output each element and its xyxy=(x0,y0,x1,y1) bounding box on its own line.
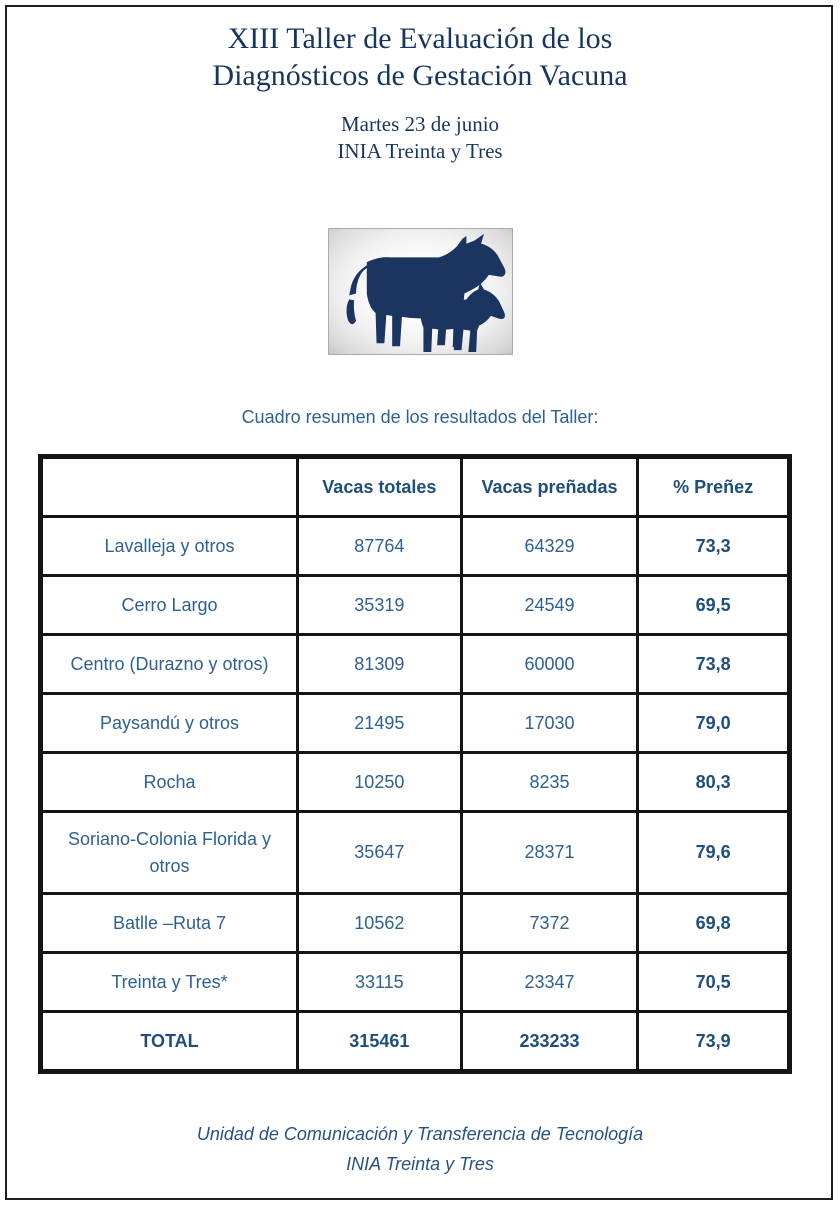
document-footer xyxy=(0,1119,840,1179)
table-row xyxy=(41,517,790,576)
region-cell: TOTAL xyxy=(41,1012,298,1072)
vacas-totales-cell: 315461 xyxy=(298,1012,462,1072)
region-cell: Treinta y Tres* xyxy=(41,953,298,1012)
total-row xyxy=(41,1012,790,1072)
prenez-cell: 73,9 xyxy=(638,1012,790,1072)
header-row xyxy=(41,457,790,517)
table-row xyxy=(41,812,790,894)
prenez-cell: 73,8 xyxy=(638,635,790,694)
column-header-prenez: % Preñez xyxy=(638,457,790,517)
region-cell: Lavalleja y otros xyxy=(41,517,298,576)
event-title xyxy=(0,20,840,94)
table-caption: Cuadro resumen de los resultados del Taller: xyxy=(241,407,599,427)
vacas-prenadas-cell: 233233 xyxy=(461,1012,638,1072)
vacas-totales-cell: 81309 xyxy=(298,635,462,694)
event-title-line2: Diagnósticos de Gestación Vacuna xyxy=(212,59,628,92)
table-row xyxy=(41,753,790,812)
region-cell: Batlle –Ruta 7 xyxy=(41,894,298,953)
vacas-totales-cell: 21495 xyxy=(298,694,462,753)
table-row xyxy=(41,953,790,1012)
vacas-prenadas-cell: 8235 xyxy=(461,753,638,812)
vacas-prenadas-cell: 28371 xyxy=(461,812,638,894)
event-location: INIA Treinta y Tres xyxy=(337,139,503,163)
prenez-cell: 69,8 xyxy=(638,894,790,953)
table-row xyxy=(41,576,790,635)
prenez-cell: 70,5 xyxy=(638,953,790,1012)
cow-calf-silhouette-image xyxy=(329,229,512,354)
vacas-totales-cell: 87764 xyxy=(298,517,462,576)
event-date: Martes 23 de junio xyxy=(340,112,500,136)
table-row xyxy=(41,635,790,694)
cow-image-frame xyxy=(328,228,513,355)
vacas-prenadas-cell: 24549 xyxy=(461,576,638,635)
vacas-totales-cell: 33115 xyxy=(298,953,462,1012)
vacas-totales-cell: 10250 xyxy=(298,753,462,812)
vacas-prenadas-cell: 64329 xyxy=(461,517,638,576)
prenez-cell: 79,6 xyxy=(638,812,790,894)
vacas-totales-cell: 35319 xyxy=(298,576,462,635)
column-header-region xyxy=(41,457,298,517)
region-cell: Paysandú y otros xyxy=(41,694,298,753)
cow-tail-tip xyxy=(346,299,356,324)
prenez-cell: 80,3 xyxy=(638,753,790,812)
vacas-prenadas-cell: 7372 xyxy=(461,894,638,953)
region-cell: Rocha xyxy=(41,753,298,812)
table-row xyxy=(41,894,790,953)
column-header-vacas-totales: Vacas totales xyxy=(298,457,462,517)
vacas-prenadas-cell: 17030 xyxy=(461,694,638,753)
results-table xyxy=(38,454,792,1074)
vacas-prenadas-cell: 60000 xyxy=(461,635,638,694)
prenez-cell: 69,5 xyxy=(638,576,790,635)
region-cell: Soriano-Colonia Florida y otros xyxy=(41,812,298,894)
region-cell: Cerro Largo xyxy=(41,576,298,635)
vacas-totales-cell: 10562 xyxy=(298,894,462,953)
column-header-vacas-prenadas: Vacas preñadas xyxy=(461,457,638,517)
region-cell: Centro (Durazno y otros) xyxy=(41,635,298,694)
vacas-totales-cell: 35647 xyxy=(298,812,462,894)
event-title-line1: XIII Taller de Evaluación de los xyxy=(227,22,613,55)
prenez-cell: 73,3 xyxy=(638,517,790,576)
footer-unit: Unidad de Comunicación y Transferencia de Tecnología xyxy=(196,1124,644,1144)
footer-institute: INIA Treinta y Tres xyxy=(346,1154,494,1174)
prenez-cell: 79,0 xyxy=(638,694,790,753)
table-row xyxy=(41,694,790,753)
vacas-prenadas-cell: 23347 xyxy=(461,953,638,1012)
event-details xyxy=(0,111,840,165)
